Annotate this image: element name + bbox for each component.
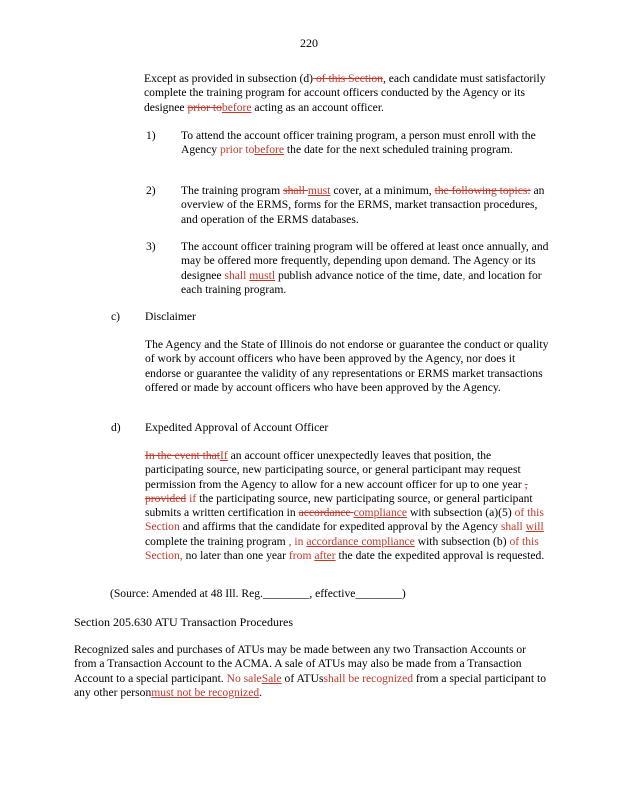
text-run: The account officer training program will be offered at least once annually, and may be offered more frequently, depending upon demand. The Agency or its designee bbox=[181, 240, 549, 282]
inserted-text: before bbox=[254, 143, 285, 157]
text-run: The training program bbox=[181, 184, 284, 197]
text-run: Recognized sales and purchases of ATUs may be made between any two Transaction Accounts or from a Transaction Account to the ACMA. A sale of ATUs may also be made from a Transaction Account to a special participant. bbox=[74, 643, 527, 685]
text-run: and location for each training program. bbox=[181, 268, 542, 296]
text-run: and affirms that the candidate for expedited approval by the Agency bbox=[179, 520, 501, 534]
section-d-label: d) bbox=[111, 421, 121, 434]
item-1-text bbox=[181, 129, 553, 158]
text-run: , each candidate must satisfactorily complete the training program for account officers conducted by the Agency or its designee bbox=[144, 72, 546, 114]
section-heading: Section 205.630 ATU Transaction Procedures bbox=[74, 615, 293, 629]
text-run: . bbox=[259, 685, 263, 699]
text-run: publish advance notice of the time, date bbox=[275, 268, 463, 282]
item-3-text bbox=[181, 240, 553, 297]
text-run: an account officer unexpectedly leaves that position, the participating source, new participating source, or general participant may request permission from the Agency to allow for a new account officer for up to one year bbox=[145, 449, 525, 491]
deleted-text: In the event that bbox=[145, 449, 221, 462]
section-d-body bbox=[145, 449, 551, 563]
changed-text: from bbox=[288, 549, 312, 563]
text-run: the date for the next scheduled training program. bbox=[284, 143, 513, 157]
changed-text: of this Section bbox=[145, 506, 544, 534]
item-2-number: 2) bbox=[146, 184, 156, 197]
text-run: with subsection (a)(5) bbox=[407, 506, 515, 520]
inserted-text: after bbox=[314, 549, 336, 563]
inserted-text: mustl bbox=[249, 268, 276, 282]
text-run: Except as provided in subsection (d) bbox=[144, 72, 314, 85]
changed-text: shall be recognized bbox=[323, 671, 414, 685]
text-run: from a special participant to any other person bbox=[74, 671, 546, 699]
text-run: of ATUs bbox=[281, 671, 324, 685]
text-run: the participating source, new participating source, or general participant submits a written certification in bbox=[145, 491, 533, 520]
deleted-text: shall bbox=[283, 184, 308, 197]
inserted-text: will bbox=[525, 520, 544, 534]
deleted-text: of this Section bbox=[313, 72, 383, 85]
changed-text: shall bbox=[500, 520, 523, 534]
inserted-text: accordance compliance bbox=[306, 534, 415, 548]
deleted-text: provided bbox=[145, 491, 187, 505]
item-1-number: 1) bbox=[146, 129, 156, 142]
changed-text: No sale bbox=[226, 671, 262, 685]
text-run: cover, at a minimum, bbox=[330, 184, 435, 197]
section-c-title: Disclaimer bbox=[145, 310, 196, 323]
changed-text: of this Section, bbox=[145, 534, 539, 563]
page-number: 220 bbox=[300, 36, 318, 50]
item-3-number: 3) bbox=[146, 240, 156, 253]
text-run: complete the training program bbox=[145, 534, 289, 548]
source-note: (Source: Amended at 48 Ill. Reg.________, effective________) bbox=[110, 587, 406, 600]
text-run: with subsection (b) bbox=[414, 534, 510, 548]
intro-paragraph bbox=[144, 72, 554, 115]
text-run: no later than one year bbox=[182, 549, 289, 563]
inserted-text: If bbox=[220, 449, 228, 462]
inserted-text: , bbox=[462, 268, 466, 282]
text-run: the date the expedited approval is requested. bbox=[335, 549, 545, 563]
deleted-text: the following topics: bbox=[434, 184, 531, 197]
section-c-body: The Agency and the State of Illinois do not endorse or guarantee the conduct or quality of work by account officers who have been approved by the Agency, nor does it endorse or guarantee the validity of any representations or ERMS market transactions offered or made by account officers who have been approved by the Agency. bbox=[145, 338, 549, 394]
changed-text: , in bbox=[288, 534, 304, 548]
inserted-text: must bbox=[307, 184, 331, 197]
changed-text: shall bbox=[224, 268, 247, 282]
text-run: To attend the account officer training program, a person must enroll with the Agency bbox=[181, 129, 536, 157]
section-c-label: c) bbox=[111, 310, 121, 323]
text-run: acting as an account officer. bbox=[251, 100, 384, 114]
deleted-text: prior to bbox=[219, 143, 255, 157]
final-paragraph bbox=[74, 643, 548, 700]
inserted-text: compliance bbox=[353, 506, 408, 520]
deleted-text: accordance bbox=[298, 506, 354, 520]
inserted-text: Sale bbox=[261, 671, 282, 685]
section-d-title: Expedited Approval of Account Officer bbox=[145, 421, 329, 434]
inserted-text: must not be recognized bbox=[151, 685, 260, 699]
item-2-text bbox=[181, 184, 553, 227]
changed-text: if bbox=[189, 491, 197, 505]
text-run: an overview of the ERMS, forms for the ERMS, market transaction procedures, and operation of the ERMS databases. bbox=[181, 184, 545, 226]
deleted-text: prior to bbox=[187, 100, 222, 114]
inserted-text: before bbox=[221, 100, 252, 114]
deleted-text: , bbox=[524, 477, 528, 491]
